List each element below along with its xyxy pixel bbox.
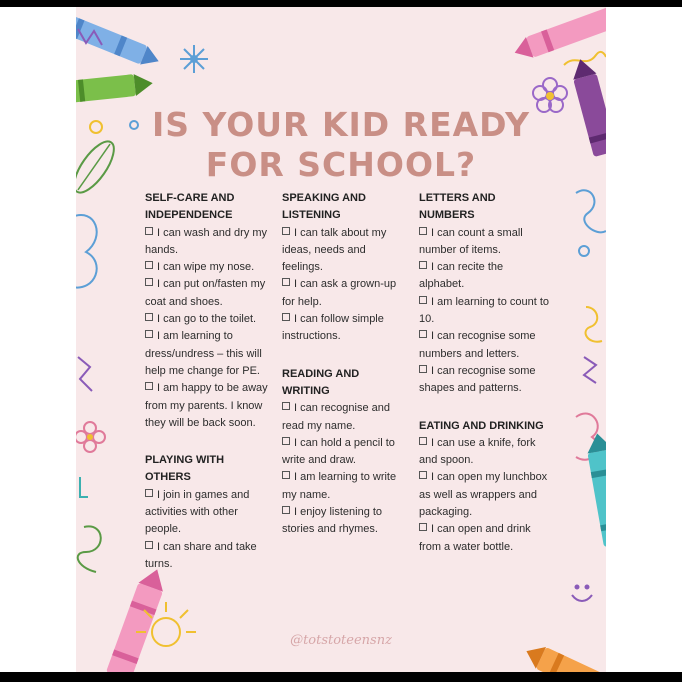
item-text: I can wash and dry my hands. [145,226,268,256]
checklist-item [282,504,407,539]
item-text: I am learning to dress/undress – this will help me change for PE. [145,330,262,377]
spiral-icon [78,526,101,572]
flower-icon [76,215,97,288]
watermark: @totstoteensnz [290,633,392,648]
checklist-item [419,469,549,521]
checkbox-icon [145,278,153,286]
checkbox-icon [145,313,153,321]
zigzag-icon [80,477,88,497]
checkbox-icon [145,330,153,338]
checkbox-icon [419,261,427,269]
checklist-item [419,521,549,556]
checkbox-icon [145,489,153,497]
section-heading: EATING AND DRINKING [419,419,544,432]
item-text: I can share and take turns. [145,540,257,570]
checklist-item [419,259,549,294]
item-text: I join in games and activities with other people. [145,488,250,536]
dot-icon [579,246,589,256]
checkbox-icon [145,227,153,235]
checkbox-icon [282,278,290,286]
section-eating [419,418,549,556]
spiral-icon [586,307,602,342]
checkbox-icon [145,382,153,390]
checkbox-icon [282,437,290,445]
checklist-item [145,380,272,432]
column-3 [419,190,549,576]
checklist-item [145,225,272,260]
snowflake-icon [180,45,208,73]
column-1 [145,190,272,593]
checkbox-icon [145,261,153,269]
item-text: I can recite the alphabet. [419,261,504,291]
checkbox-icon [419,296,427,304]
crayon-icon [511,7,606,63]
smiley-icon [572,586,592,602]
section-speaking [282,190,407,346]
checkbox-icon [419,471,427,479]
checklist-item [145,259,272,276]
item-text: I can wipe my nose. [157,261,255,274]
item-text: I can put on/fasten my coat and shoes. [145,278,266,308]
checkbox-icon [282,506,290,514]
checklist-item [282,400,407,435]
item-text: I can recognise and read my name. [282,402,391,432]
checklist-item [419,435,549,470]
checklist-item [419,294,549,329]
item-text: I can follow simple instructions. [282,313,384,343]
title-line-1: IS YOUR KID READY [151,105,531,145]
checkbox-icon [419,227,427,235]
section-reading [282,366,407,539]
top-black-bar [0,0,682,7]
checklist-item [282,225,407,277]
checkbox-icon [419,523,427,531]
item-text: I can open and drink from a water bottle. [419,523,531,553]
item-text: I am happy to be away from my parents. I know they will be back soon. [145,382,268,429]
zigzag-icon [584,357,596,383]
poster [76,7,606,672]
zigzag-icon [78,357,92,391]
checkbox-icon [145,541,153,549]
checkbox-icon [282,471,290,479]
item-text: I am learning to count to 10. [419,295,550,326]
checklist-item [145,276,272,311]
flower-icon [76,422,105,452]
crayon-icon [76,13,162,71]
section-heading: SPEAKING AND LISTENING [282,192,366,222]
title-line-2: FOR SCHOOL? [205,145,477,185]
checklist-item [145,539,272,574]
item-text: I am learning to write my name. [282,471,397,501]
crayon-icon [584,431,606,547]
checklist-item [145,311,272,328]
section-letters [419,190,549,398]
item-text: I can recognise some numbers and letters. [419,330,536,360]
checklist-item [282,435,407,470]
checklist-item [282,311,407,346]
item-text: I can use a knife, fork and spoon. [419,436,536,467]
section-self-care [145,190,272,432]
checklist-item [282,469,407,504]
item-text: I can talk about my ideas, needs and feelings. [282,226,387,274]
section-playing [145,452,272,573]
item-text: I can open my lunchbox as well as wrappers and packaging. [419,471,548,519]
section-heading: LETTERS AND NUMBERS [419,192,496,222]
checkbox-icon [419,365,427,373]
checkbox-icon [282,402,290,410]
checklist-item [282,276,407,311]
bottom-black-bar [0,672,682,682]
poster-title [76,105,606,185]
spiral-icon [576,190,606,232]
checklist-item [419,328,549,363]
item-text: I enjoy listening to stories and rhymes. [282,506,383,536]
checkbox-icon [419,437,427,445]
item-text: I can ask a grown-up for help. [282,278,397,308]
checklist-item [145,328,272,380]
item-text: I can count a small number of items. [419,226,523,256]
section-heading: READING AND WRITING [282,367,360,397]
checkbox-icon [282,227,290,235]
crayon-icon [76,72,154,103]
column-2 [282,190,407,559]
checkbox-icon [419,330,427,338]
checklist-item [419,363,549,398]
checklist-item [419,225,549,260]
spiral-icon [564,52,606,65]
checkbox-icon [282,313,290,321]
section-heading: SELF-CARE AND INDEPENDENCE [145,192,235,222]
item-text: I can hold a pencil to write and draw. [282,436,395,467]
item-text: I can recognise some shapes and patterns. [419,364,536,395]
checklist-item [145,487,272,539]
section-heading: PLAYING WITH OTHERS [145,454,225,484]
item-text: I can go to the toilet. [157,313,257,326]
